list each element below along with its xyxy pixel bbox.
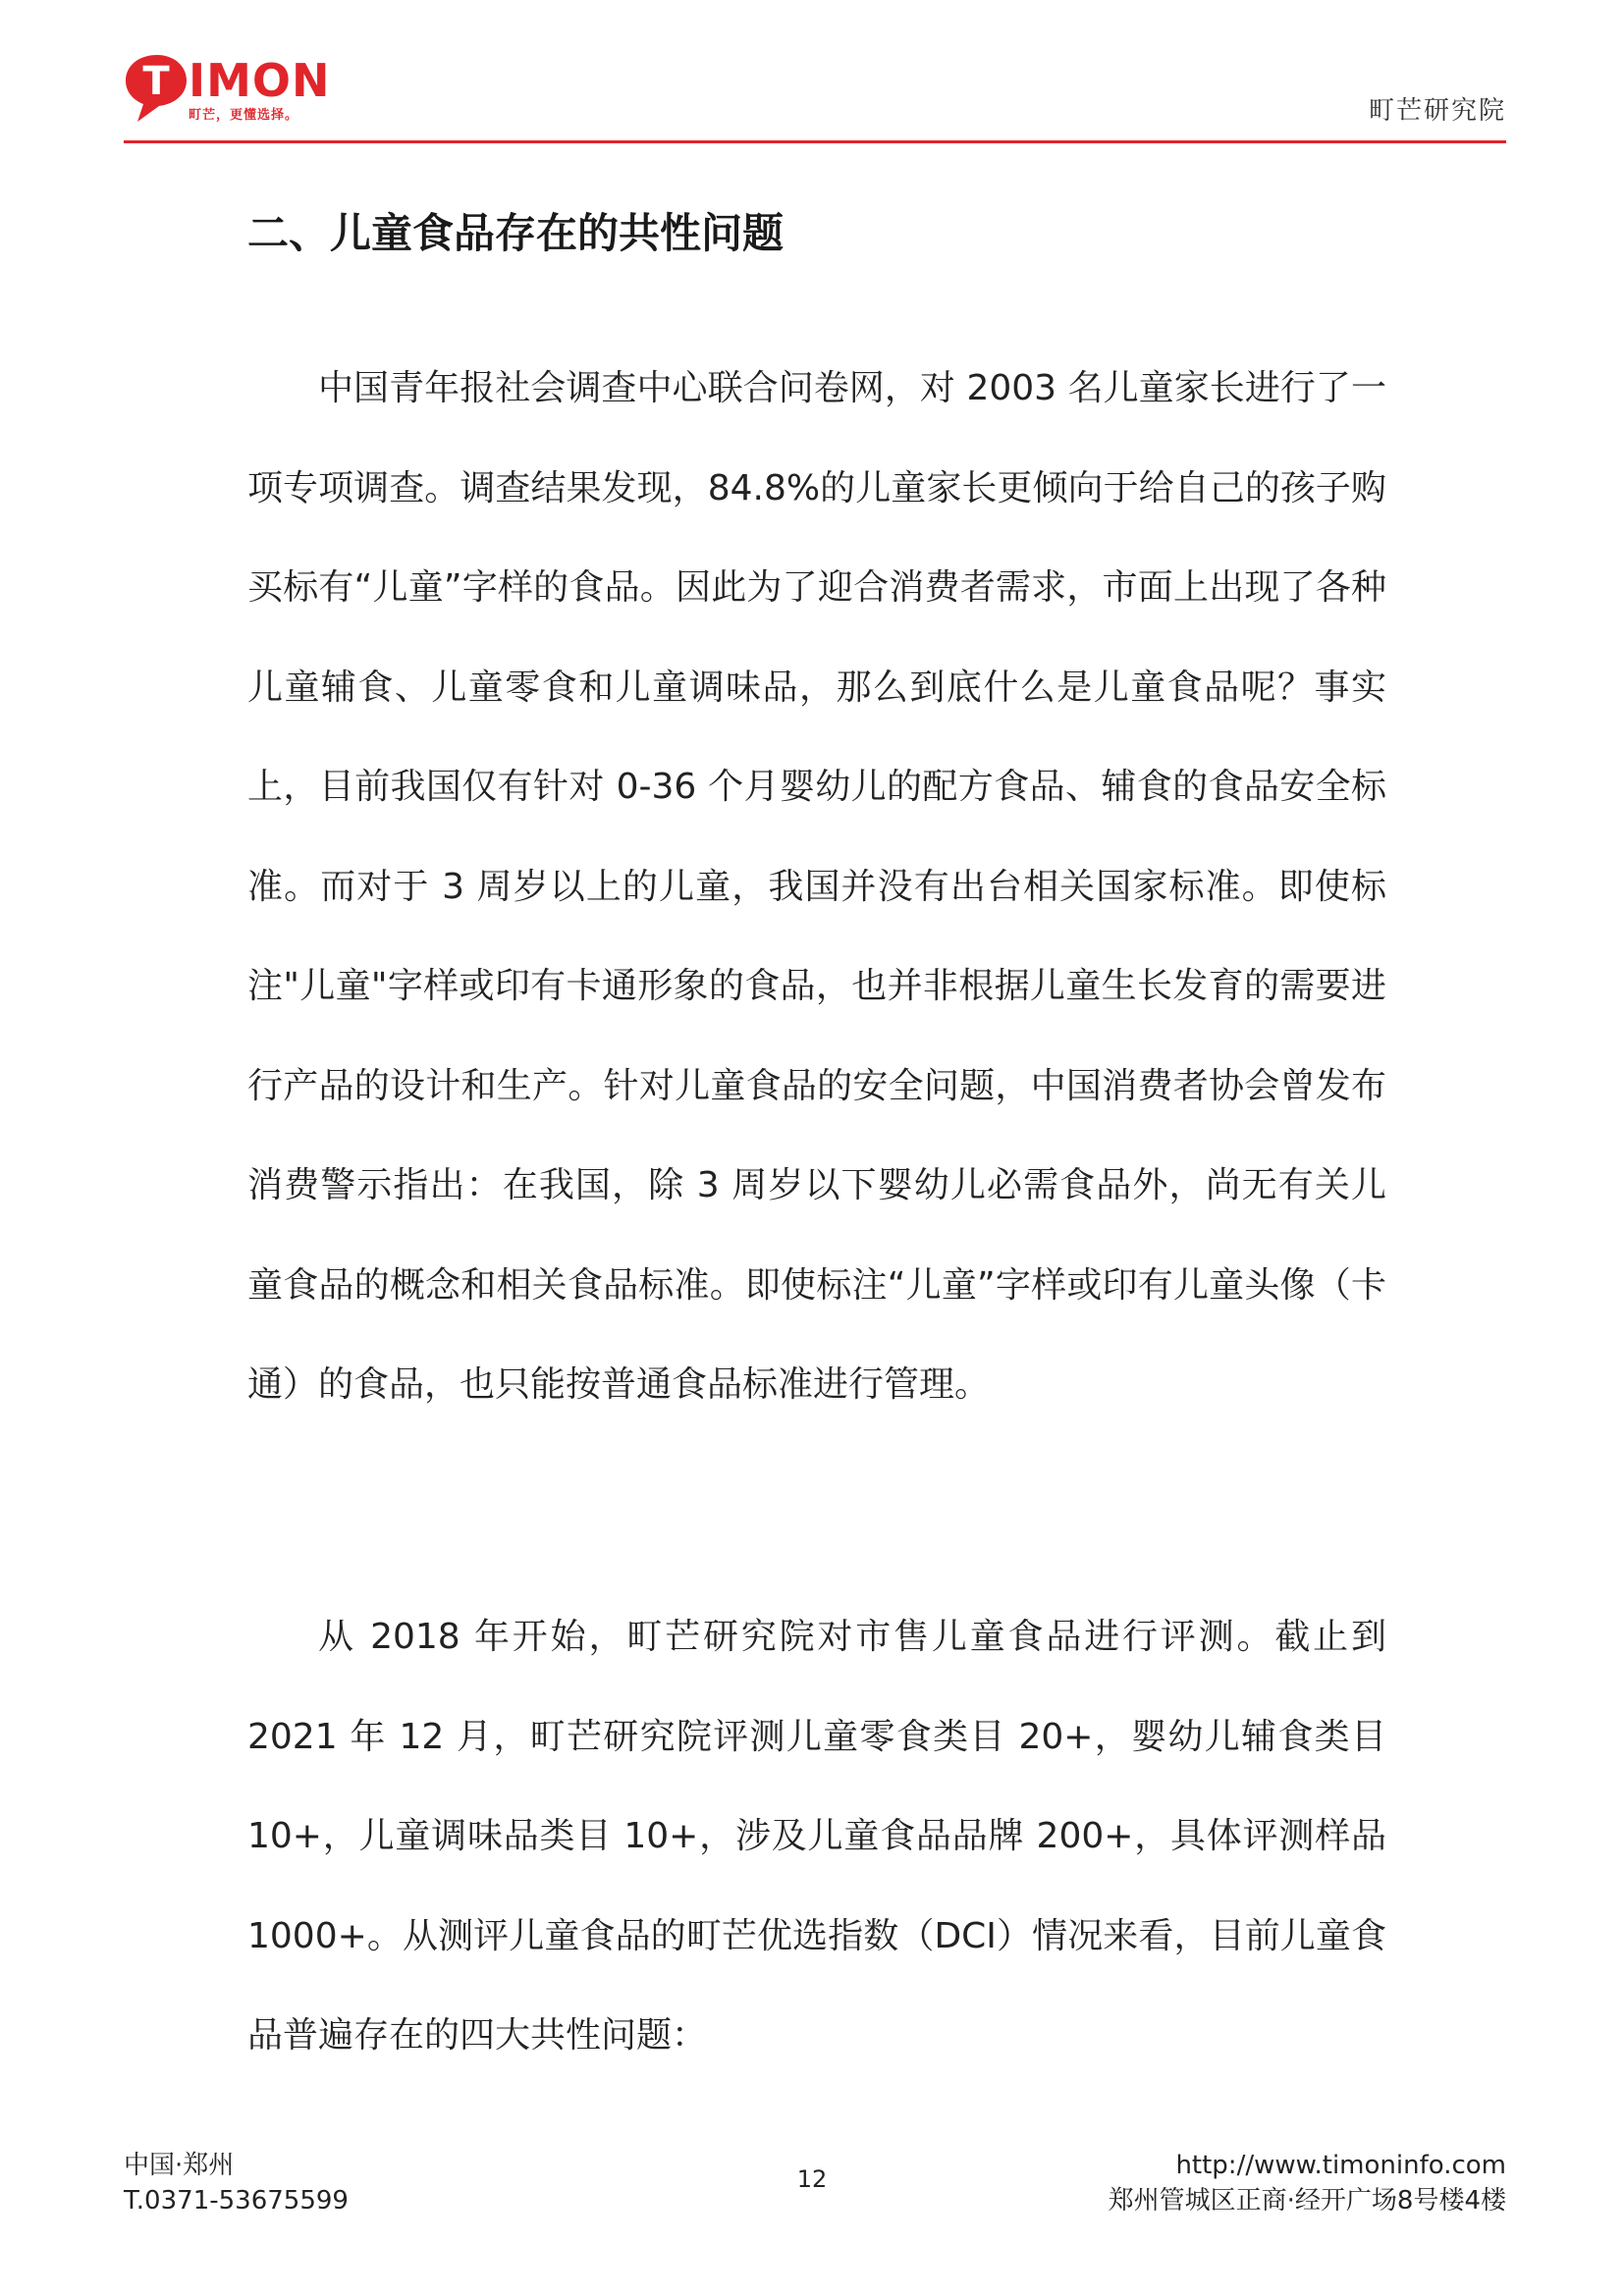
paragraph-survey: 中国青年报社会调查中心联合问卷网，对 2003 名儿童家长进行了一项专项调查。调查结果发现，84.8%的儿童家长更倾向于给自己的孩子购买标有“儿童”字样的食品。因此为了迎合消费者需求，市面上出现了各种儿童辅食、儿童零食和儿童调味品，那么到底什么是儿童食品呢？事实上，目前我国仅有针对 0-36 个月婴幼儿的配方食品、辅食的食品安全标准。而对于 3 周岁以上的儿童，我国并没有出台相关国家标准。即使标注"儿童"字样或印有卡通形象的食品，也并非根据儿童生长发育的需要进行产品的设计和生产。针对儿童食品的安全问题，中国消费者协会曾发布消费警示指出：在我国，除 3 周岁以下婴幼儿必需食品外，尚无有关儿童食品的概念和相关食品标准。即使标注“儿童”字样或印有儿童头像（卡通）的食品，也只能按普通食品标准进行管理。 <box>247 368 1386 1405</box>
logo-letter-t: T <box>142 59 170 104</box>
timon-logo <box>124 51 369 130</box>
header-divider <box>124 140 1506 143</box>
footer-location: 中国·郑州 <box>124 2151 235 2180</box>
paragraph-evaluation: 从 2018 年开始，町芒研究院对市售儿童食品进行评测。截止到 2021 年 12 月，町芒研究院评测儿童零食类目 20+，婴幼儿辅食类目 10+，儿童调味品类目 10+，涉及儿童食品品牌 200+，具体评测样品 1000+。从测评儿童食品的町芒优选指数（DCI）情况来看，目前儿童食品普遍存在的四大共性问题： <box>247 1617 1386 2056</box>
page-number: 12 <box>796 2165 828 2193</box>
footer-contact <box>124 2148 349 2218</box>
footer-address: 郑州管城区正商·经开广场8号楼4楼 <box>1108 2186 1506 2216</box>
section-title: 二、儿童食品存在的共性问题 <box>247 209 785 257</box>
footer-phone: T.0371-53675599 <box>124 2186 349 2216</box>
logo-tagline: 町芒，更懂选择。 <box>189 108 299 123</box>
logo-letters: IMON <box>189 54 331 107</box>
footer-website-link[interactable]: http://www.timoninfo.com <box>1175 2151 1506 2180</box>
footer-address-block <box>1109 2148 1506 2218</box>
org-name: 町芒研究院 <box>1368 96 1506 126</box>
page-header <box>0 0 1624 147</box>
